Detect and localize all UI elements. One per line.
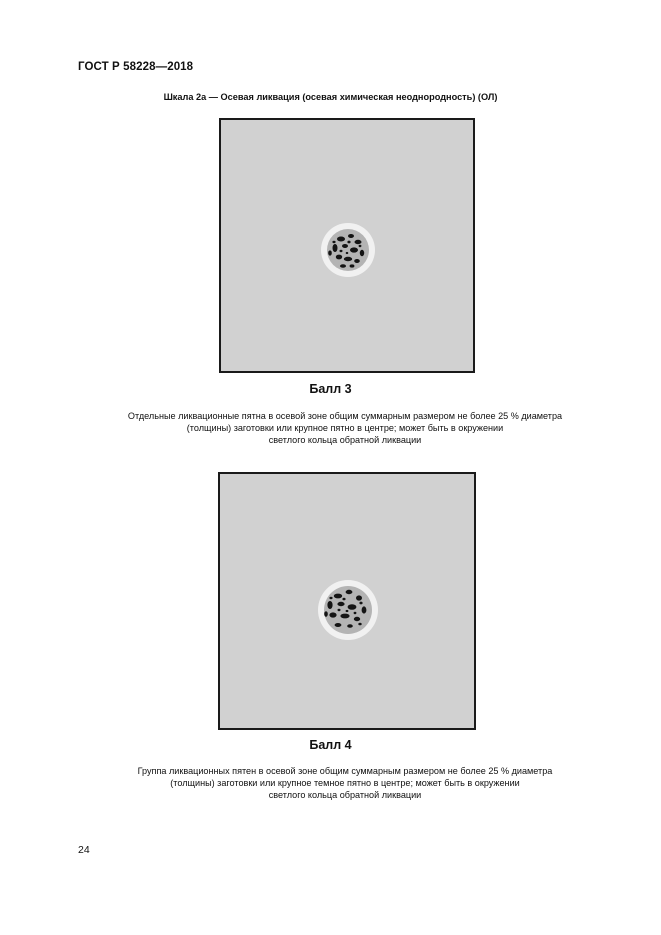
grade-label-4: Балл 4 <box>309 738 352 752</box>
segregation-macro-figure-grade-3 <box>221 120 473 371</box>
description-line: светлого кольца обратной ликвации <box>268 789 422 800</box>
grade-description-4 <box>90 766 600 801</box>
description-line: (толщины) заготовки или крупное темное пятно в центре; может быть в окружении <box>170 777 520 788</box>
description-line: Отдельные ликвационные пятна в осевой зоне общим суммарным размером не более 25 % диаметра <box>127 411 563 421</box>
segregation-macro-figure-grade-4 <box>220 474 474 728</box>
description-line: (толщины) заготовки или крупное пятно в центре; может быть в окружении <box>186 422 504 433</box>
description-line: светлого кольца обратной ликвации <box>268 434 422 445</box>
grade-description-3 <box>90 411 600 446</box>
grade-label-3: Балл 3 <box>309 382 352 396</box>
specimen-image-grade-3 <box>219 118 475 373</box>
scale-title: Шкала 2а — Осевая ликвация (осевая химическая неоднородность) (ОЛ) <box>163 92 498 102</box>
page-header-standard-code: ГОСТ Р 58228—2018 <box>78 61 194 73</box>
description-line: Группа ликвационных пятен в осевой зоне общим суммарным размером не более 25 % диаметра <box>137 766 553 776</box>
specimen-image-grade-4 <box>218 472 476 730</box>
page-number: 24 <box>78 844 90 856</box>
